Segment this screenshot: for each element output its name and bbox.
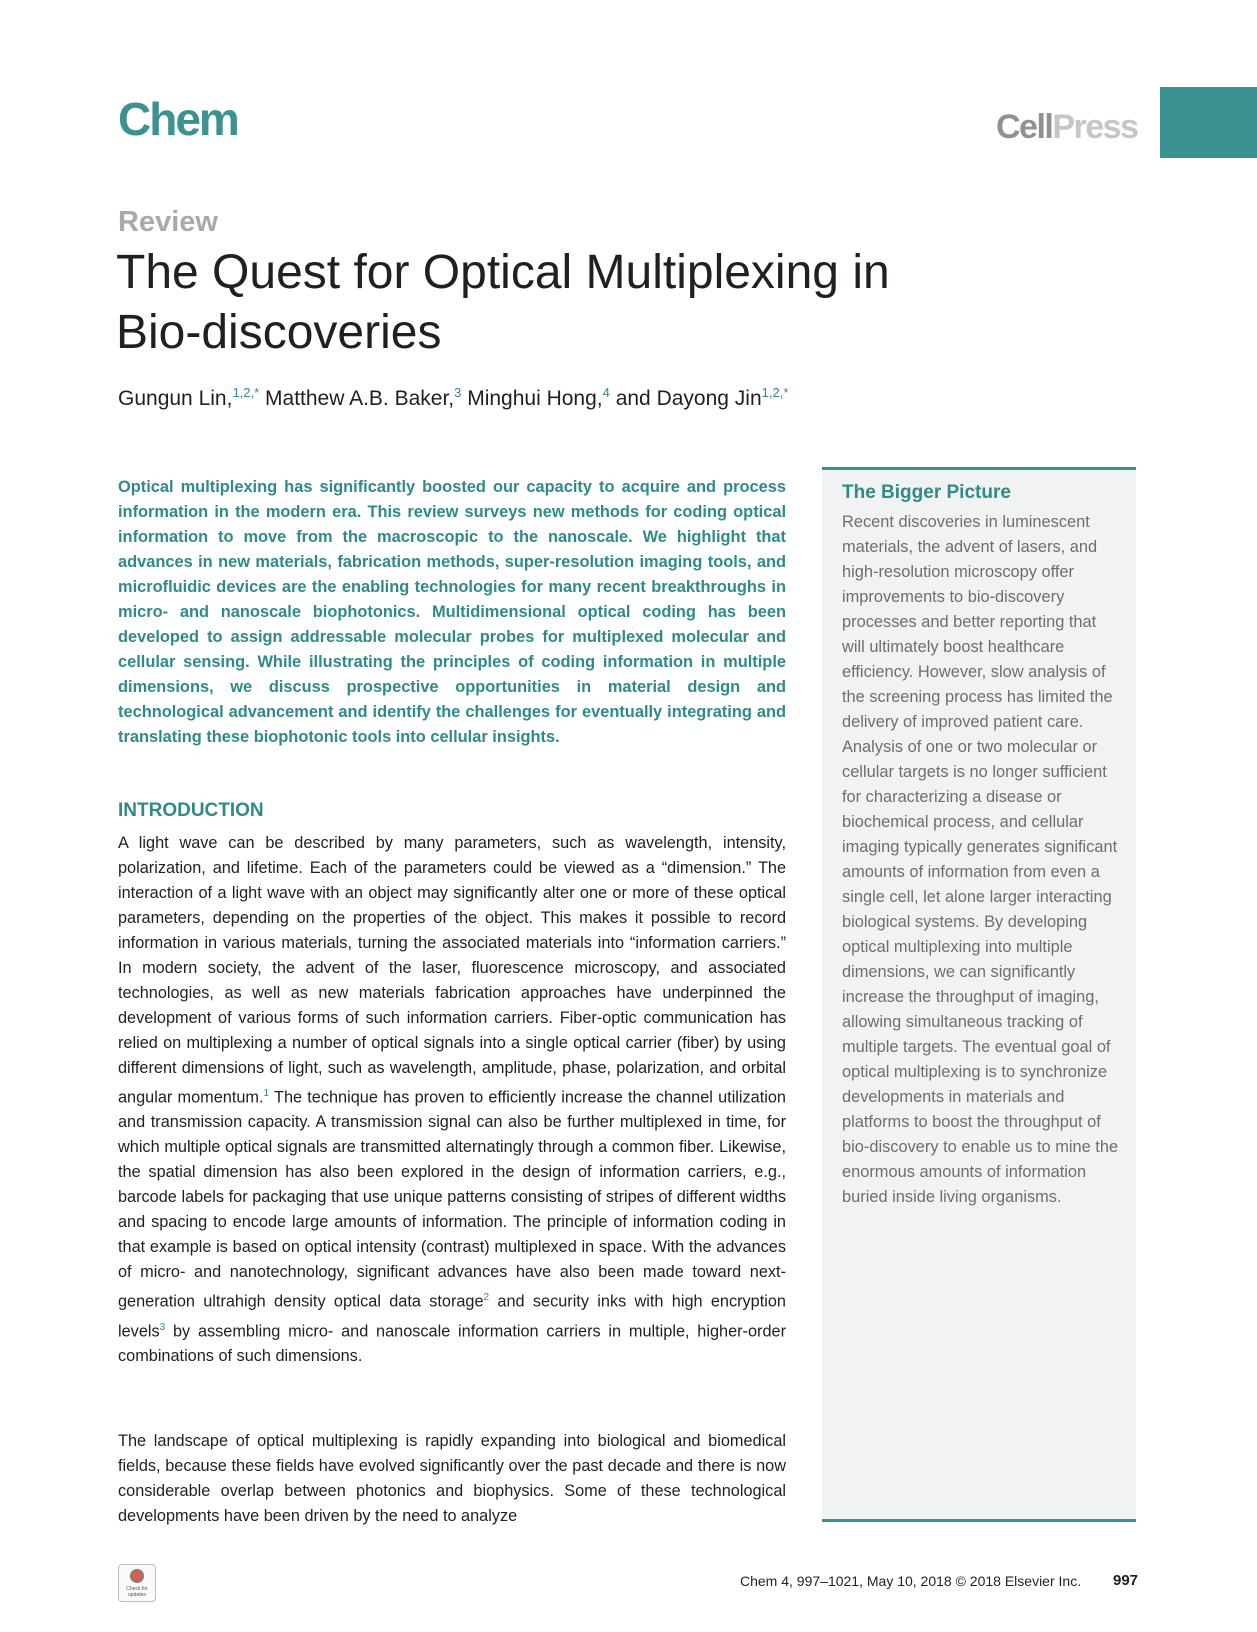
publisher-logo bbox=[996, 108, 1138, 147]
author-name: Matthew A.B. Baker, bbox=[265, 387, 455, 410]
author-name: and Dayong Jin bbox=[615, 387, 762, 410]
sidebar-text: Recent discoveries in luminescent materials, the advent of lasers, and high-resolution microscopy offer improvements to bio-discovery processes and better reporting that will ultimately boost healthcare efficiency. However, slow analysis of the screening process has limited the delivery of improved patient care. Analysis of one or two molecular or cellular targets is no longer sufficient for characterizing a disease or biochemical process, and cellular imaging typically generates significant amounts of information from even a single cell, let alone larger interacting biological systems. By developing optical multiplexing into multiple dimensions, we can significantly increase the throughput of imaging, allowing simultaneous tracking of multiple targets. The eventual goal of optical multiplexing is to synchronize developments in materials and platforms to boost the throughput of bio-discovery to enable us to mine the enormous amounts of information buried inside living organisms. bbox=[842, 513, 1119, 1206]
introduction-paragraph: The landscape of optical multiplexing is rapidly expanding into biological and biomedical fields, because these fields have evolved significantly over the past decade and there is now considerable overlap between photonics and biophysics. Some of these technological developments have been driven by the need to analyze bbox=[118, 1432, 786, 1525]
reference-link[interactable]: 3 bbox=[159, 1321, 166, 1333]
sidebar-heading: The Bigger Picture bbox=[842, 482, 1011, 503]
bigger-picture-sidebar bbox=[822, 467, 1136, 1522]
author-affiliation[interactable]: 4 bbox=[602, 385, 610, 400]
author-affiliation[interactable]: 1,2,* bbox=[232, 385, 260, 400]
abstract: Optical multiplexing has significantly boosted our capacity to acquire and process information in the modern era. This review surveys new methods for coding optical information to move from the macroscopic to the nanoscale. We highlight that advances in new materials, fabrication methods, super-resolution imaging tools, and microfluidic devices are the enabling technologies for many recent breakthroughs in micro- and nanoscale biophotonics. Multidimensional optical coding has been developed to assign addressable molecular probes for multiplexed molecular and cellular sensing. While illustrating the principles of coding information in multiple dimensions, we discuss prospective opportunities in material design and technological advancement and identify the challenges for eventually integrating and translating these biophotonic tools into cellular insights. bbox=[118, 478, 786, 746]
reference-link[interactable]: 1 bbox=[263, 1088, 270, 1099]
author-list bbox=[118, 385, 788, 411]
reference-link[interactable]: 2 bbox=[483, 1292, 490, 1304]
bookmark-icon bbox=[130, 1569, 144, 1583]
section-heading-introduction: INTRODUCTION bbox=[118, 800, 264, 821]
journal-logo: Chem bbox=[118, 93, 238, 145]
paragraph-text: and security inks with high encryption levels bbox=[118, 1292, 786, 1341]
corner-color-tab bbox=[1160, 87, 1257, 158]
article-title: The Quest for Optical Multiplexing in Bio-discoveries bbox=[116, 246, 890, 359]
page-number: 997 bbox=[1113, 1572, 1139, 1589]
author-affiliation[interactable]: 3 bbox=[454, 385, 462, 400]
introduction-paragraph bbox=[118, 831, 786, 1369]
badge-label: Check for updates bbox=[126, 1586, 148, 1598]
paragraph-text: The technique has proven to efficiently increase the channel utilization and transmission capacity. A transmission signal can also be further multiplexed in time, for which multiple optical signals are transmitted alternatingly through a common fiber. Likewise, the spatial dimension has also been explored in the design of information carriers, e.g., barcode labels for packaging that use unique patterns consisting of stripes of different widths and spacing to encode large amounts of information. The principle of information coding in that example is based on optical intensity (contrast) multiplexed in space. With the advances of micro- and nanotechnology, significant advances have also been made toward next-generation ultrahigh density optical data storage bbox=[118, 1088, 786, 1311]
author-affiliation[interactable]: 1,2,* bbox=[761, 385, 789, 400]
author-name: Gungun Lin, bbox=[118, 387, 233, 410]
footer-citation: Chem 4, 997–1021, May 10, 2018 © 2018 Elsevier Inc. bbox=[740, 1573, 1082, 1589]
publisher-logo-cell: Cell bbox=[996, 108, 1053, 146]
author-name: Minghui Hong, bbox=[467, 387, 603, 410]
paragraph-text: A light wave can be described by many parameters, such as wavelength, intensity, polarization, and lifetime. Each of the parameters could be viewed as a “dimension.” The interaction of a light wave with an object may significantly alter one or more of these optical parameters, depending on the properties of the object. This makes it possible to record information in various materials, turning the associated materials into “information carriers.” In modern society, the advent of the laser, fluorescence microscopy, and associated technologies, as well as new materials fabrication approaches have underpinned the development of various forms of such information carriers. Fiber-optic communication has relied on multiplexing a number of optical signals into a single optical carrier (fiber) by using different dimensions of light, such as wavelength, amplitude, phase, polarization, and orbital angular momentum. bbox=[118, 834, 786, 1107]
paragraph-text: by assembling micro- and nanoscale information carriers in multiple, higher-order combinations of such dimensions. bbox=[118, 1322, 786, 1366]
publisher-logo-press: Press bbox=[1052, 108, 1138, 146]
check-for-updates-badge[interactable] bbox=[118, 1564, 156, 1602]
article-type-label: Review bbox=[118, 206, 218, 238]
